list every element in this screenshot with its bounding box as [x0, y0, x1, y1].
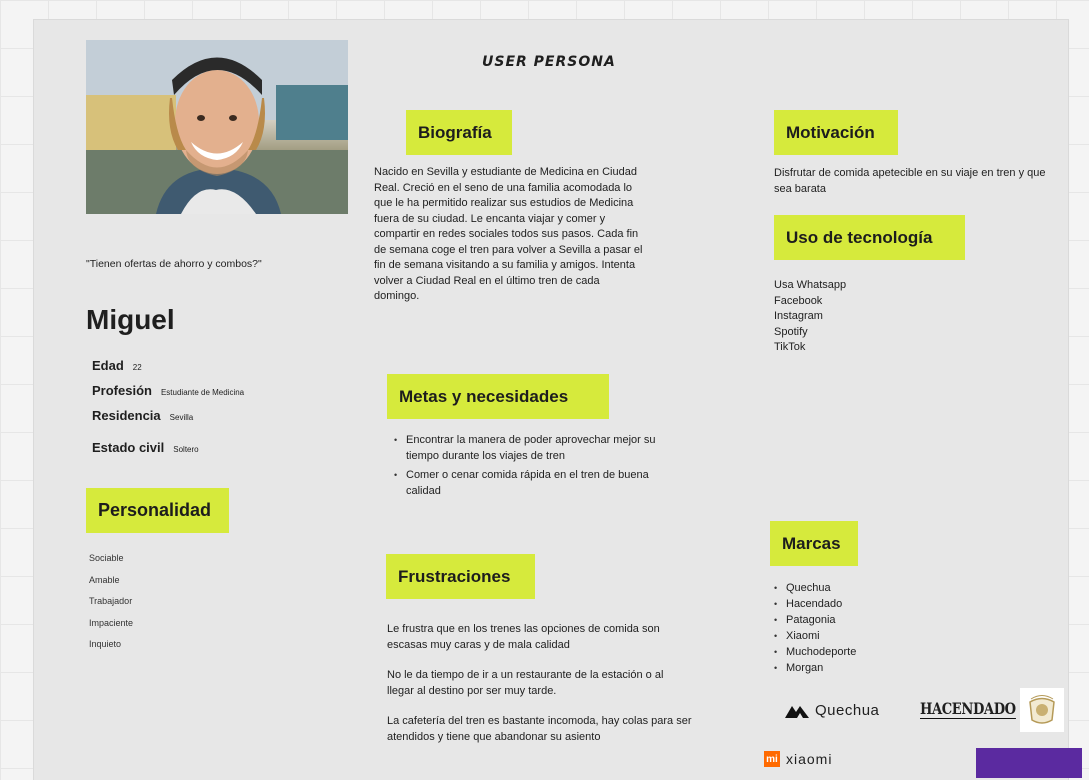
- persona-photo: [86, 40, 348, 214]
- attr-edad-value: 22: [132, 363, 142, 372]
- attr-profesion-value: Estudiante de Medicina: [160, 388, 245, 397]
- marcas-list: [770, 580, 920, 676]
- personalidad-list: [89, 548, 133, 656]
- attr-edad-label: Edad: [92, 358, 124, 373]
- marcas-item: • Muchodeporte: [770, 644, 920, 660]
- personalidad-item: Sociable: [89, 553, 124, 563]
- morgan-crest-logo: [1020, 688, 1064, 732]
- marcas-item: • Hacendado: [770, 596, 920, 612]
- crest-icon: [1023, 691, 1061, 729]
- tecnologia-item: Spotify: [774, 325, 808, 338]
- frustraciones-heading: Frustraciones: [386, 554, 535, 599]
- marcas-item: • Xiaomi: [770, 628, 920, 644]
- frustraciones-text: [387, 622, 692, 745]
- attr-residencia-value: Sevilla: [169, 413, 194, 422]
- tecnologia-item: Instagram: [774, 310, 823, 323]
- attr-residencia: [92, 408, 193, 423]
- marcas-item: • Patagonia: [770, 612, 920, 628]
- xiaomi-mark: mi: [764, 751, 780, 767]
- quechua-mountain-icon: [784, 703, 812, 719]
- motivacion-heading: Motivación: [774, 110, 898, 155]
- attr-edad: [92, 358, 142, 373]
- biografia-text: Nacido en Sevilla y estudiante de Medicina en Ciudad Real. Creció en el seno de una familia acomodada lo que le ha permitido realizar sus estudios de Medicina fuera de su ciudad. Le encanta viajar y comer y compartir en redes sociales todos sus pasos. Cada fin de semana coge el tren para volver a Sevilla a pasar el fin de semana visitando a su familia y amigos. Intenta volver a Ciudad Real en el último tren de cada domingo.: [374, 166, 643, 302]
- marcas-heading: Marcas: [770, 521, 858, 566]
- xiaomi-logo-text: xiaomi: [786, 751, 833, 767]
- marcas-item: • Morgan: [770, 660, 920, 676]
- personalidad-item: Impaciente: [89, 617, 134, 628]
- metas-list: [390, 432, 680, 499]
- attr-estado-civil: [92, 440, 199, 455]
- xiaomi-logo: [764, 751, 832, 767]
- page-title: USER PERSONA: [482, 54, 616, 70]
- attr-profesion-label: Profesión: [92, 383, 152, 398]
- tecnologia-item: Facebook: [774, 294, 823, 307]
- attr-estado-label: Estado civil: [92, 440, 165, 455]
- purple-logo-block: [976, 748, 1082, 778]
- attr-residencia-label: Residencia: [92, 408, 161, 423]
- metas-item: • Comer o cenar comida rápida en el tren de buena calidad: [390, 467, 680, 499]
- persona-name: Miguel: [86, 304, 175, 335]
- frustraciones-paragraph: Le frustra que en los trenes las opciones de comida son escasas muy caras y de mala calidad: [387, 623, 660, 651]
- attr-profesion: [92, 383, 244, 398]
- biografia-heading: Biografía: [406, 110, 512, 155]
- persona-quote: "Tienen ofertas de ahorro y combos?": [86, 258, 262, 270]
- tecnologia-list: [774, 278, 846, 356]
- persona-photo-illustration: [86, 40, 348, 214]
- tecnologia-item: TikTok: [774, 341, 806, 354]
- motivacion-text: Disfrutar de comida apetecible en su viaje en tren y que sea barata: [774, 167, 1046, 195]
- marcas-item: • Quechua: [770, 580, 920, 596]
- attr-estado-value: Soltero: [173, 445, 199, 454]
- hacendado-logo: HACENDADO: [920, 699, 1016, 718]
- personalidad-item: Amable: [89, 574, 120, 585]
- personalidad-item: Trabajador: [89, 596, 133, 606]
- tecnologia-heading: Uso de tecnología: [774, 215, 965, 260]
- quechua-logo-text: Quechua: [815, 702, 880, 719]
- persona-card: [34, 20, 1068, 780]
- tecnologia-item: Usa Whatsapp: [774, 279, 847, 291]
- frustraciones-paragraph: No le da tiempo de ir a un restaurante de la estación o al llegar al destino por ser muy tarde.: [387, 669, 664, 697]
- metas-heading: Metas y necesidades: [387, 374, 609, 419]
- frustraciones-paragraph: La cafetería del tren es bastante incomoda, hay colas para ser atendidos y tiene que abandonar su asiento: [387, 715, 692, 743]
- personalidad-heading: Personalidad: [86, 488, 229, 533]
- metas-item: • Encontrar la manera de poder aprovechar mejor su tiempo durante los viajes de tren: [390, 432, 680, 464]
- personalidad-item: Inquieto: [89, 639, 122, 649]
- quechua-logo: [784, 702, 879, 719]
